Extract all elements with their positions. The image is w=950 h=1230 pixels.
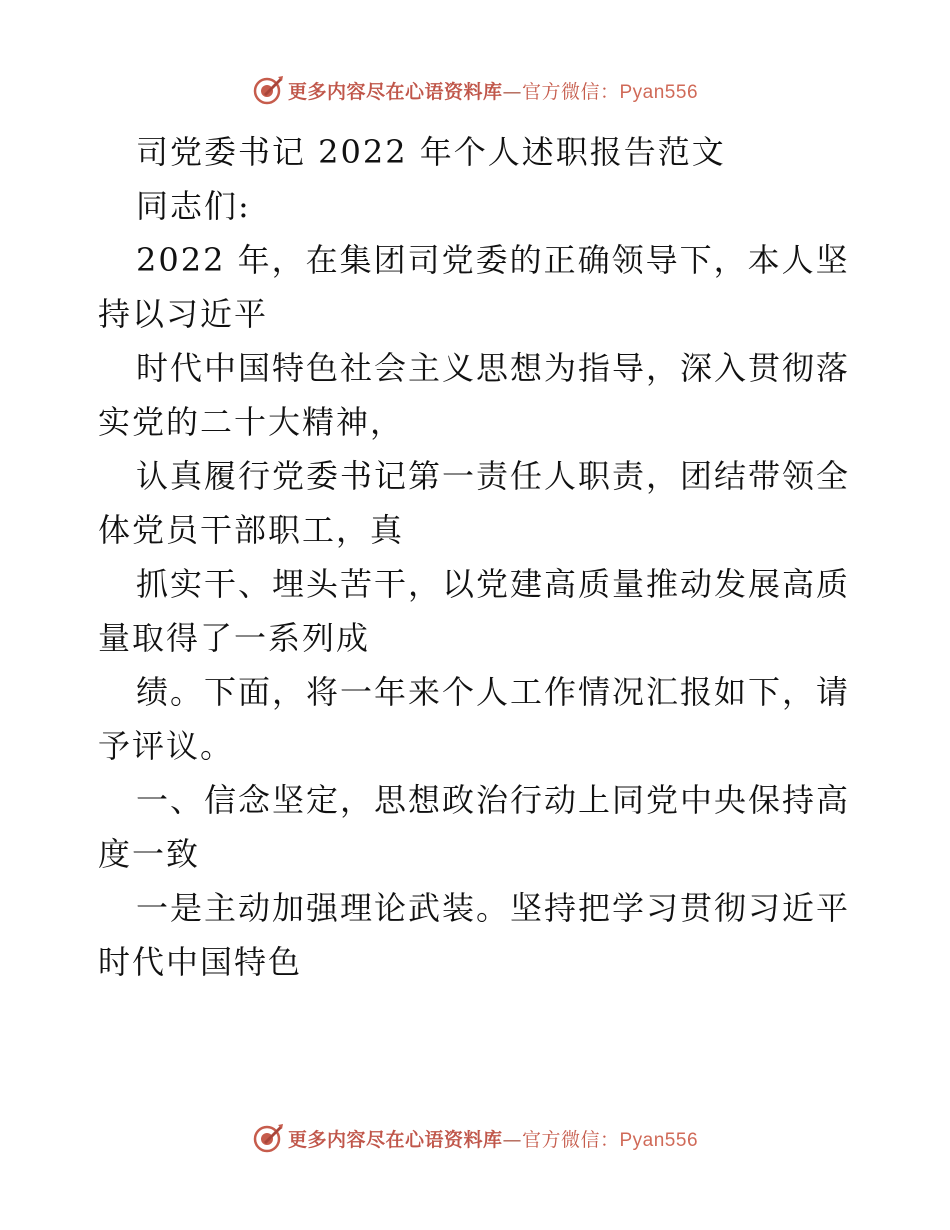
- document-line: 持以习近平: [98, 295, 269, 333]
- document-line: 一、信念坚定，思想政治行动上同党中央保持高: [136, 781, 851, 819]
- watermark-text: [288, 77, 698, 104]
- document-line: 体党员干部职工，真: [98, 511, 405, 549]
- document-line: 时代中国特色社会主义思想为指导，深入贯彻落: [136, 349, 851, 387]
- watermark-wechat-label: 官方微信：: [521, 80, 620, 103]
- footer-watermark: [0, 1118, 950, 1158]
- document-line: 2022 年，在集团司党委的正确领导下，本人坚: [136, 241, 850, 279]
- watermark-dash: —: [502, 80, 522, 103]
- quill-pen-logo-icon: [252, 74, 284, 106]
- document-line: 司党委书记 2022 年个人述职报告范文: [136, 133, 726, 171]
- document-line: 予评议。: [98, 727, 235, 765]
- quill-pen-logo-icon: [252, 1122, 284, 1154]
- watermark-dash: —: [502, 1128, 522, 1151]
- watermark-wechat-label: 官方微信：: [521, 1128, 620, 1151]
- document-line: 时代中国特色: [98, 943, 303, 981]
- document-line: 度一致: [98, 835, 201, 873]
- document-line: 抓实干、埋头苦干，以党建高质量推动发展高质: [136, 565, 851, 603]
- watermark-text: [288, 1125, 698, 1152]
- document-line: 实党的二十大精神，: [98, 403, 405, 441]
- document-line: 量取得了一系列成: [98, 619, 371, 657]
- document-line: 认真履行党委书记第一责任人职责，团结带领全: [136, 457, 851, 495]
- watermark-main: 更多内容尽在心语资料库: [287, 80, 503, 103]
- watermark-wechat-id: Pyan556: [619, 81, 699, 103]
- document-body: [98, 125, 858, 989]
- document-line: 绩。下面，将一年来个人工作情况汇报如下，请: [136, 673, 851, 711]
- header-watermark: [0, 70, 950, 110]
- watermark-main: 更多内容尽在心语资料库: [287, 1128, 503, 1151]
- watermark-wechat-id: Pyan556: [619, 1129, 699, 1151]
- document-line: 同志们:: [136, 187, 251, 225]
- document-line: 一是主动加强理论武装。坚持把学习贯彻习近平: [136, 889, 851, 927]
